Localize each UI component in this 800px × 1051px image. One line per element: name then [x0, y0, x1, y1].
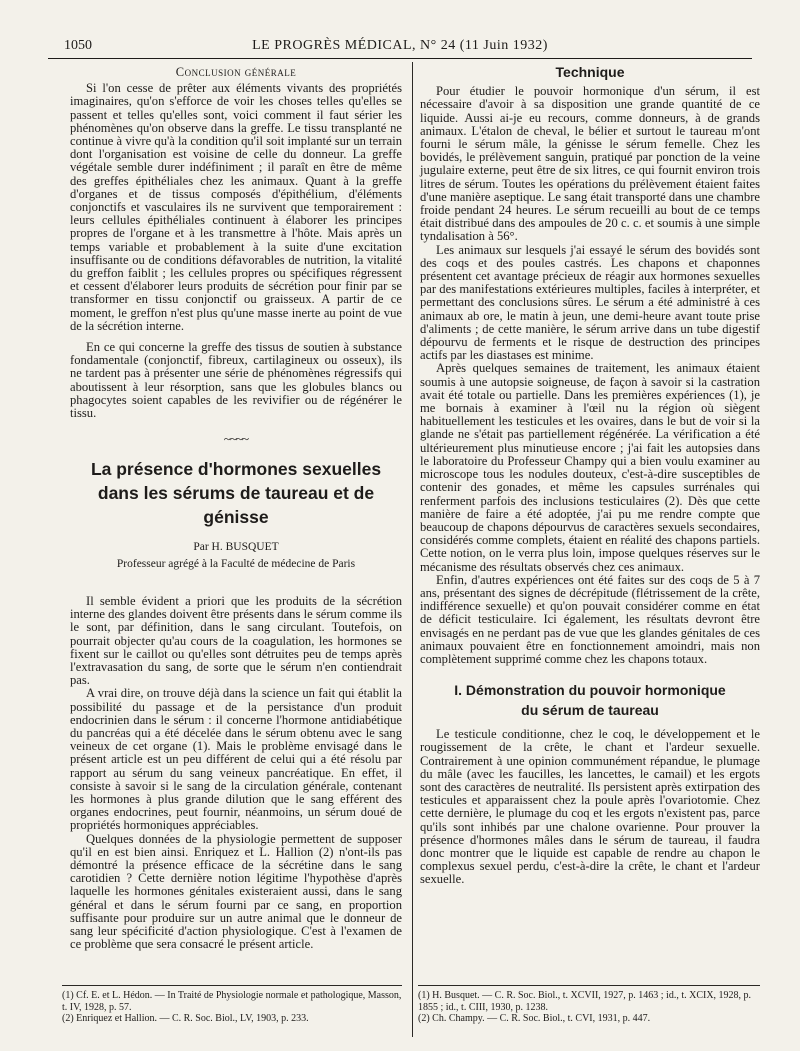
article-paragraph-3: Quelques données de la physiologie permettent de supposer qu'il en est bien ainsi. Enriquez et L. Hallion (2) n'ont-ils pas démontré la présence efficace de la sécrétine dans le sang carotidien ? Cette dernière notion légitime l'hypothèse d'après laquelle les hormones génitales existeraient aussi, dans le sang général et dans le sérum fourni par ce sang, en proportion suffisante pour produire sur un autre animal que le donneur de sang leur spécificité d'action physiologique. C'est à l'examen de ce problème que sera consacré le présent article. — [70, 831, 402, 952]
right-footnote-rule — [418, 985, 760, 986]
article-title-line-1: La présence d'hormones sexuelles — [90, 459, 382, 480]
technique-paragraph-3: Après quelques semaines de traitement, les animaux étaient soumis à une autopsie soigneuse, de façon à savoir si la castration avait été totale ou partielle. Dans les premières expériences (1), je me bornais à examiner à l'œil nu la région où siègent habituellement les testicules et les ovaires, dans le but de voir si la glande ne s'était pas partiellement régénérée. La vérification a été ultérieurement plus minutieuse encore ; j'ai fait les autopsies dans le laboratoire du Professeur Champy qui a bien voulu examiner au microscope tous les nodules douteux, c'est-à-dire susceptibles de contenir des gonades, et même les capsules surrénales qui renferment parfois des inclusions testiculaires (2). Dès que cette manière de faire a été adoptée, j'ai pu me rendre compte que beaucoup de chapons dépourvus de caractères sexuels secondaires, considérés comme complets, étaient en réalité des chapons partiels. Cette notion, on le verra plus loin, impose quelques réserves sur le mécanisme des résultats observés chez ces animaux. — [420, 361, 760, 574]
technique-heading: Technique — [555, 64, 625, 80]
left-footnote-1: (1) Cf. E. et L. Hédon. — In Traité de Physiologie normale et pathologique, Masson, t. IV, 1928, p. 57. — [62, 990, 402, 1013]
article-paragraph-2: A vrai dire, on trouve déjà dans la science un fait qui établit la possibilité du passage et de la persistance d'un produit endocrinien dans le sérum : il concerne l'hormone antidiabétique du pancréas qui a été décelée dans le sérum obtenu avec le sang veineux de cet organe (1). Mais le problème envisagé dans le présent article est un peu différent de celui qui a été résolu par rapport au sérum du sang veineux pancréatique. En effet, il consiste à savoir si le sang de la circulation générale, contenant les hormones à plus grande dilution que le sang efférent des organes endocrines, peut fournir, néanmoins, un sérum doué de propriétés hormoniques appréciables. — [70, 686, 402, 833]
conclusion-paragraph-1: Si l'on cesse de prêter aux éléments vivants des propriétés imaginaires, qu'on s'efforce de voir les choses telles qu'elles se passent et telles qu'elles sont, voici comment il faut sérier les phénomènes qu'on observe dans la greffe. Le tissu transplanté ne continue à vivre qu'à la condition qu'il soit implanté sur un terrain dont l'organisation est voisine de celle du donneur. La greffe végétale semble durer indéfiniment ; il paraît en être de même des greffes épithéliales chez les animaux. Quant à la greffe d'organes et de tissus composés d'épithélium, d'éléments conjonctifs et vasculaires ils ne survivent que temporairement : leurs cellules épithéliales continuent à élaborer les principes propres de l'organe et à les transmettre à l'hôte. Mais après un temps variable et probablement à la suite d'une excitation insuffisante ou de conditions défavorables de nutrition, la vitalité du greffon faiblit ; les cellules propres ou spécifiques régressent et cessent d'élaborer leurs produits de sécrétion pour finir par se transformer en tissu conjonctif ou graisseux. A partir de ce moment, le greffon n'est plus qu'une masse inerte au point de vue de la sécrétion interne. — [70, 81, 402, 333]
page-header — [50, 34, 750, 56]
section-1-heading-line-1: I. Démonstration du pouvoir hormonique — [454, 682, 726, 699]
technique-paragraph-4: Enfin, d'autres expériences ont été faites sur des coqs de 5 à 7 ans, présentant des signes de décrépitude (flétrissement de la crête, indifférence sexuelle) et qu'on pouvait considérer comme en état de déficit testiculaire. Ici également, les résultats devront être envisagés en ne perdant pas de vue que les glandes génitales de ces animaux pouvaient être en fonctionnement amoindri, mais non complètement supprimé comme chez les chapons totaux. — [420, 572, 760, 666]
section-1-heading — [420, 680, 760, 720]
header-rule — [48, 58, 752, 59]
right-footnote-2: (2) Ch. Champy. — C. R. Soc. Biol., t. CVI, 1931, p. 447. — [418, 1013, 651, 1024]
article-title-line-2: dans les sérums de taureau et de génisse — [97, 483, 375, 528]
right-footnote-1: (1) H. Busquet. — C. R. Soc. Biol., t. XCVII, 1927, p. 1463 ; id., t. XCIX, 1928, p. 1855 ; id., t. CIII, 1930, p. 1238. — [418, 990, 752, 1013]
left-column — [70, 66, 402, 951]
ornament-divider: ~~~~ — [223, 431, 249, 447]
right-column — [420, 66, 760, 887]
section-1-heading-line-2: du sérum de taureau — [521, 702, 659, 719]
technique-paragraph-2: Les animaux sur lesquels j'ai essayé le sérum des bovidés sont des coqs et des poules castrés. Les chapons et chaponnes présentent cet avantage précieux de réagir aux hormones sexuelles par des manifestations extérieures multiples, faciles à interpréter, et permettant des conclusions sûres. Le sérum a été administré à ces animaux ab ore, le matin à jeun, une demi-heure avant toute prise d'aliments ; de cette manière, le sérum arrive dans un tube digestif dépourvu de ferments et le risque de destruction des principes actifs par les diastases est minime. — [420, 242, 760, 363]
conclusion-paragraph-2: En ce qui concerne la greffe des tissus de soutien à substance fondamentale (conjonctif, fibreux, cartilagineux ou osseux), ils ne tardent pas à présenter une série de phénomènes régressifs qui aboutissent à leur résorption, sans que les globules blancs ou phagocytes soient capables de les revivifier ou de régénérer le tissu. — [70, 340, 402, 421]
left-footnotes — [62, 990, 402, 1025]
article-paragraph-1: Il semble évident a priori que les produits de la sécrétion interne des glandes doivent être présents dans le sérum comme ils le sont, par définition, dans le sang circulant. Toutefois, on pourrait objecter qu'au cours de la coagulation, les hormones se fixent sur le caillot ou qu'elles sont détruites peu de temps après l'extravasation du sang, de sorte que le sérum n'en contiendrait pas. — [70, 593, 402, 688]
page-number: 1050 — [64, 38, 92, 53]
running-title: LE PROGRÈS MÉDICAL, N° 24 (11 Juin 1932) — [252, 38, 548, 53]
right-footnotes — [418, 990, 760, 1025]
left-footnote-rule — [62, 985, 402, 986]
conclusion-heading: Conclusion générale — [175, 65, 297, 79]
technique-paragraph-1: Pour étudier le pouvoir hormonique d'un sérum, il est nécessaire d'avoir à sa disposition une grande quantité de ce liquide. Aussi ai-je eu recours, comme donneurs, à de grands animaux. L'étalon de cheval, le bélier et surtout le taureau m'ont fourni le sérum mâle, la génisse le sérum femelle. Chez les bovidés, le prélèvement sanguin, pratiqué par ponction de la veine jugulaire externe, peut être de six litres, ce qui fournit environ trois litres de sérum. Toutes les opérations du prélèvement étaient faites d'une manière aseptique. Le sang était transporté dans une chambre froide pendant 24 heures. Le sérum recueilli au bout de ce temps était distribué dans des ampoules de 20 c. c. et soumis à une simple tyndalisation à 56°. — [420, 84, 760, 244]
author-affiliation: Professeur agrégé à la Faculté de médecine de Paris — [116, 557, 356, 570]
column-divider — [412, 62, 413, 1037]
byline: Par H. BUSQUET — [193, 541, 279, 554]
left-footnote-2: (2) Enriquez et Hallion. — C. R. Soc. Biol., LV, 1903, p. 233. — [62, 1013, 309, 1024]
section-1-paragraph-1: Le testicule conditionne, chez le coq, le développement et le rougissement de la crête, le chant et l'ardeur sexuelle. Contrairement à une opinion communément répandue, le plumage du mâle (avec les faucilles, les lancettes, le camail) et les ergots sont des caractères de neutralité. Ils persistent après extirpation des testicules et apparaissent chez la poule après l'ovariotomie. Chez cette dernière, le plumage du coq et les ergots n'existent pas, parce qu'ils sont inhibés par une chalone ovarienne. Pour prouver la présence d'hormones mâles dans le sérum de taureau, il faudra donc montrer que le liquide est capable de rendre au chapon le complexus sexuel perdu, c'est-à-dire la crête, le chant et l'ardeur sexuelle. — [420, 727, 760, 887]
